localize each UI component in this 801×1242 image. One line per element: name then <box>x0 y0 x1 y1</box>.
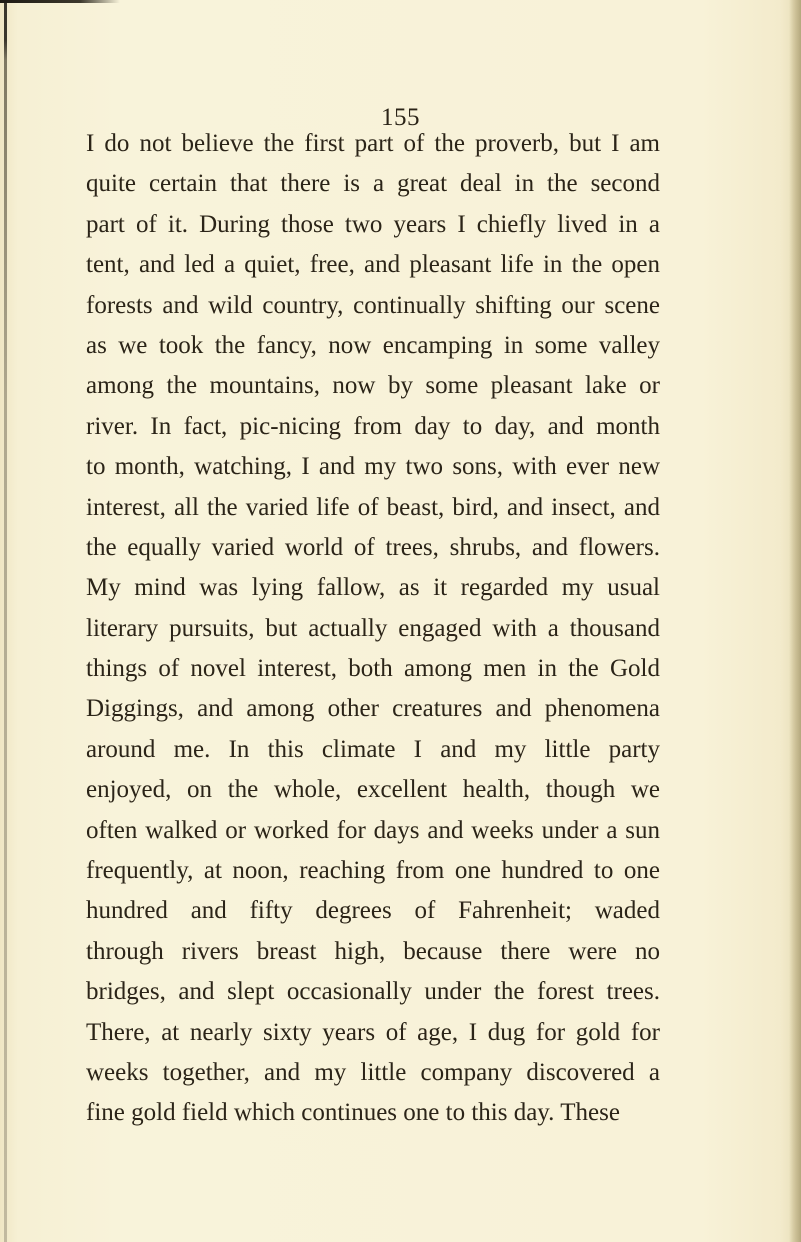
body-text <box>86 124 660 1134</box>
text-line: quite certain that there is a great deal in the second <box>86 170 660 198</box>
text-line: through rivers breast high, because there were no <box>86 937 660 965</box>
text-line: There, at nearly sixty years of age, I dug for gold for <box>86 1018 660 1046</box>
page-right-edge <box>789 0 801 1242</box>
text-line: things of novel interest, both among men in the Gold <box>86 655 660 683</box>
text-line: tent, and led a quiet, free, and pleasant life in the open <box>86 251 660 279</box>
page-top-edge <box>0 0 120 3</box>
text-line: river. In fact, pic-nicing from day to day, and month <box>86 412 660 440</box>
text-line: My mind was lying fallow, as it regarded my usual <box>86 574 660 602</box>
text-line: frequently, at noon, reaching from one hundred to one <box>86 857 660 885</box>
text-line: forests and wild country, continually shifting our scene <box>86 291 660 319</box>
text-line: the equally varied world of trees, shrubs, and flowers. <box>86 533 660 561</box>
text-line: fine gold field which continues one to this day. These <box>86 1099 620 1127</box>
text-line: bridges, and slept occasionally under the forest trees. <box>86 978 660 1006</box>
text-line: Diggings, and among other creatures and phenomena <box>86 695 660 723</box>
text-line: among the mountains, now by some pleasant lake or <box>86 372 660 400</box>
page-binding-edge <box>4 0 7 1242</box>
text-line: enjoyed, on the whole, excellent health, though we <box>86 776 660 804</box>
text-line: as we took the fancy, now encamping in some valley <box>86 331 660 359</box>
text-line: to month, watching, I and my two sons, with ever new <box>86 453 660 481</box>
text-line: interest, all the varied life of beast, bird, and insect, and <box>86 493 660 521</box>
text-line: literary pursuits, but actually engaged with a thousand <box>86 614 660 642</box>
text-line: weeks together, and my little company discovered a <box>86 1058 660 1086</box>
text-line: hundred and fifty degrees of Fahrenheit; waded <box>86 897 660 925</box>
text-line: often walked or worked for days and weeks under a sun <box>86 816 660 844</box>
page-number: 155 <box>381 104 420 131</box>
text-line: I do not believe the first part of the proverb, but I am <box>86 130 660 157</box>
text-line: part of it. During those two years I chiefly lived in a <box>86 210 660 238</box>
text-line: around me. In this climate I and my little party <box>86 735 660 763</box>
